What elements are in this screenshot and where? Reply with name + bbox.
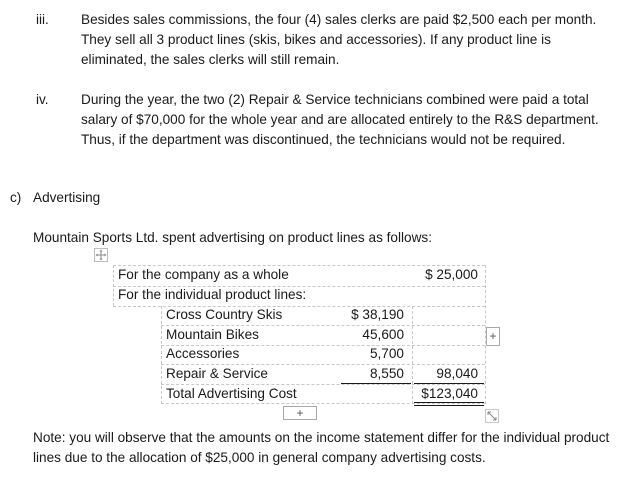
table-row bbox=[113, 344, 485, 364]
intro-text: Mountain Sports Ltd. spent advertising on product lines as follows: bbox=[33, 230, 432, 245]
table-resize-handle[interactable] bbox=[485, 409, 499, 423]
paragraph-iii: Besides sales commissions, the four (4) sales clerks are paid $2,500 each per month. They sell all 3 product lines (skis, bikes and accessories). If any product line is eliminated, the sales clerks will still remain. bbox=[81, 12, 597, 67]
section-title: Advertising bbox=[33, 190, 101, 205]
note-text: Note: you will observe that the amounts on the income statement differ for the individual product lines due to the allocation of $25,000 in general company advertising costs. bbox=[33, 430, 610, 465]
company-label: For the company as a whole bbox=[118, 267, 289, 282]
line-amount: 5,700 bbox=[369, 346, 404, 361]
table-row bbox=[113, 285, 485, 305]
resize-diagonal-icon bbox=[486, 410, 498, 422]
line-name: Mountain Bikes bbox=[166, 326, 259, 342]
list-number-iii: iii. bbox=[36, 12, 49, 27]
individual-label: For the individual product lines: bbox=[118, 287, 307, 302]
table-row bbox=[113, 265, 485, 285]
insert-column-button[interactable]: + bbox=[486, 327, 500, 346]
total-amount: $123,040 bbox=[421, 386, 478, 401]
table-row bbox=[113, 305, 485, 325]
subtotal-amount: 98,040 bbox=[436, 365, 478, 381]
section-label: c) bbox=[10, 190, 22, 205]
table-row bbox=[113, 384, 485, 404]
list-number-iv: iv. bbox=[36, 92, 49, 107]
table-row bbox=[113, 325, 485, 345]
total-label: Total Advertising Cost bbox=[166, 386, 297, 401]
line-name: Accessories bbox=[166, 346, 240, 361]
move-arrows-icon bbox=[95, 249, 107, 261]
table-row bbox=[113, 364, 485, 384]
line-amount: $ 38,190 bbox=[351, 307, 404, 322]
paragraph-iv: During the year, the two (2) Repair & Service technicians combined were paid a total salary of $70,000 for the whole year and are allocated entirely to the R&S department. Thus, if the department was discontinued, the technicians would not be required. bbox=[81, 92, 599, 147]
company-amount: $ 25,000 bbox=[425, 267, 478, 282]
advertising-table bbox=[113, 265, 485, 405]
line-name: Repair & Service bbox=[166, 365, 268, 381]
line-name: Cross Country Skis bbox=[166, 307, 283, 322]
insert-row-button[interactable]: + bbox=[283, 406, 317, 420]
line-amount: 45,600 bbox=[362, 326, 404, 342]
line-amount: 8,550 bbox=[369, 365, 404, 381]
total-double-underline bbox=[414, 402, 484, 406]
total-top-rule bbox=[414, 383, 484, 384]
table-move-handle[interactable] bbox=[94, 248, 108, 262]
